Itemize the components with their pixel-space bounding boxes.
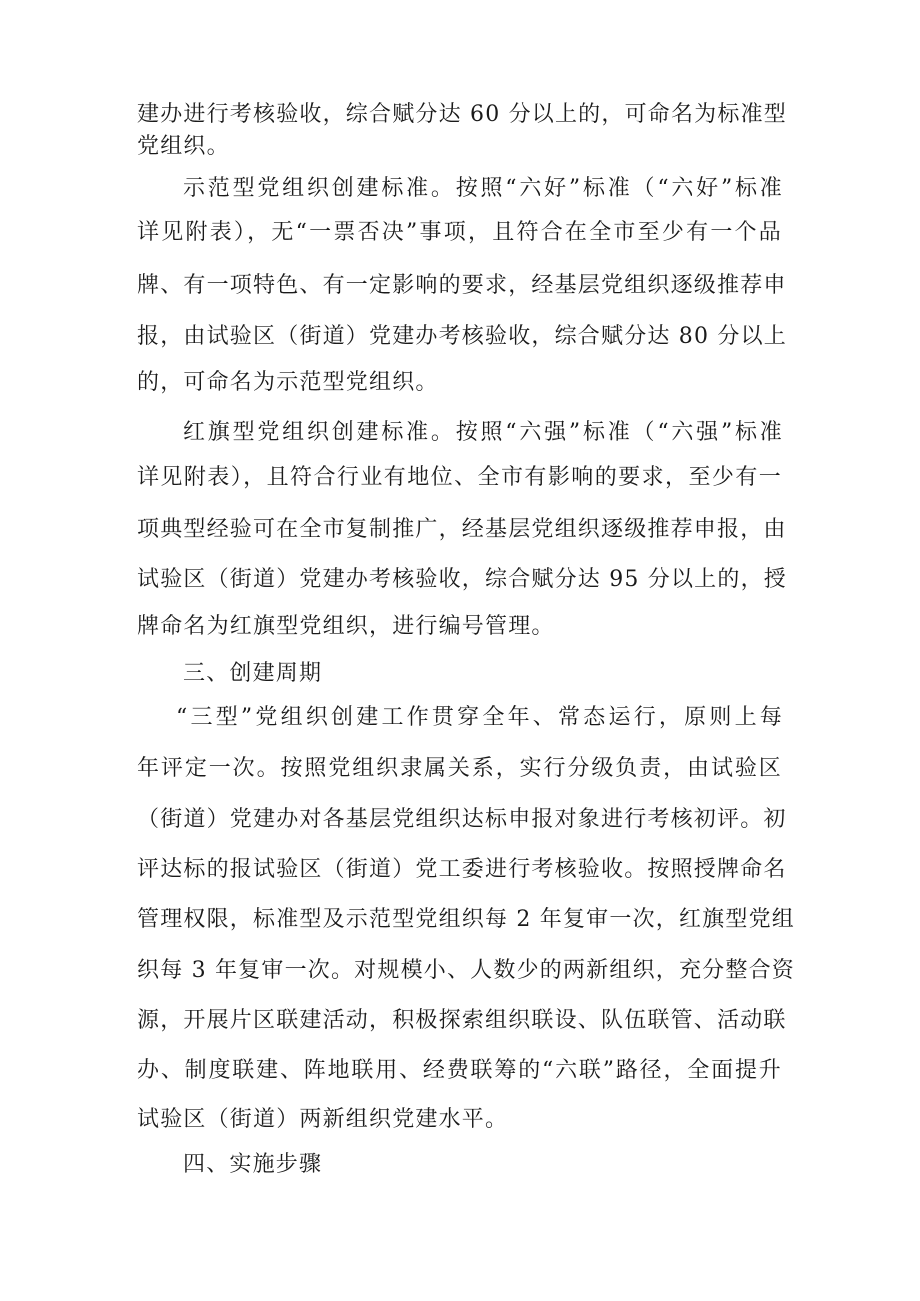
- paragraph-2-line-3: 牌、有一项特色、有一定影响的要求，经基层党组织逐级推荐申: [137, 273, 787, 298]
- paragraph-2-line-2: 详见附表），无“一票否决”事项，且符合在全市至少有一个品: [137, 220, 782, 245]
- paragraph-2-line-4: 报，由试验区（街道）党建办考核验收，综合赋分达 80 分以上: [137, 324, 787, 349]
- paragraph-4-line-6: 织每 3 年复审一次。对规模小、人数少的两新组织，充分整合资: [137, 958, 795, 983]
- paragraph-4-line-4: 评达标的报试验区（街道）党工委进行考核验收。按照授牌命名: [137, 857, 787, 882]
- section-heading-3: 三、创建周期: [183, 661, 323, 686]
- paragraph-4-line-2: 年评定一次。按照党组织隶属关系，实行分级负责，由试验区: [137, 756, 782, 781]
- paragraph-4-line-9: 试验区（街道）两新组织党建水平。: [137, 1107, 509, 1132]
- paragraph-3-line-5: 牌命名为红旗型党组织，进行编号管理。: [137, 614, 555, 639]
- paragraph-4-line-3: （街道）党建办对各基层党组织达标申报对象进行考核初评。初: [137, 807, 787, 832]
- paragraph-1-line-1: 建办进行考核验收，综合赋分达 60 分以上的，可命名为标准型: [137, 102, 787, 127]
- paragraph-3-line-3: 项典型经验可在全市复制推广，经基层党组织逐级推荐申报，由: [137, 517, 787, 542]
- paragraph-3-line-4: 试验区（街道）党建办考核验收，综合赋分达 95 分以上的，授: [137, 567, 787, 592]
- section-heading-4: 四、实施步骤: [183, 1152, 323, 1177]
- paragraph-2-line-1: 示范型党组织创建标准。按照“六好”标准（“六好”标准: [183, 176, 783, 201]
- paragraph-4-line-1: “三型”党组织创建工作贯穿全年、常态运行，原则上每: [176, 705, 783, 730]
- paragraph-4-line-7: 源，开展片区联建活动，积极探索组织联设、队伍联管、活动联: [137, 1008, 787, 1033]
- paragraph-4-line-8: 办、制度联建、阵地联用、经费联筹的“六联”路径，全面提升: [137, 1058, 782, 1083]
- paragraph-1-line-2: 党组织。: [137, 134, 230, 159]
- paragraph-3-line-1: 红旗型党组织创建标准。按照“六强”标准（“六强”标准: [183, 420, 783, 445]
- paragraph-2-line-5: 的，可命名为示范型党组织。: [137, 370, 439, 395]
- paragraph-3-line-2: 详见附表），且符合行业有地位、全市有影响的要求，至少有一: [137, 465, 782, 490]
- paragraph-4-line-5: 管理权限，标准型及示范型党组织每 2 年复审一次，红旗型党组: [137, 907, 795, 932]
